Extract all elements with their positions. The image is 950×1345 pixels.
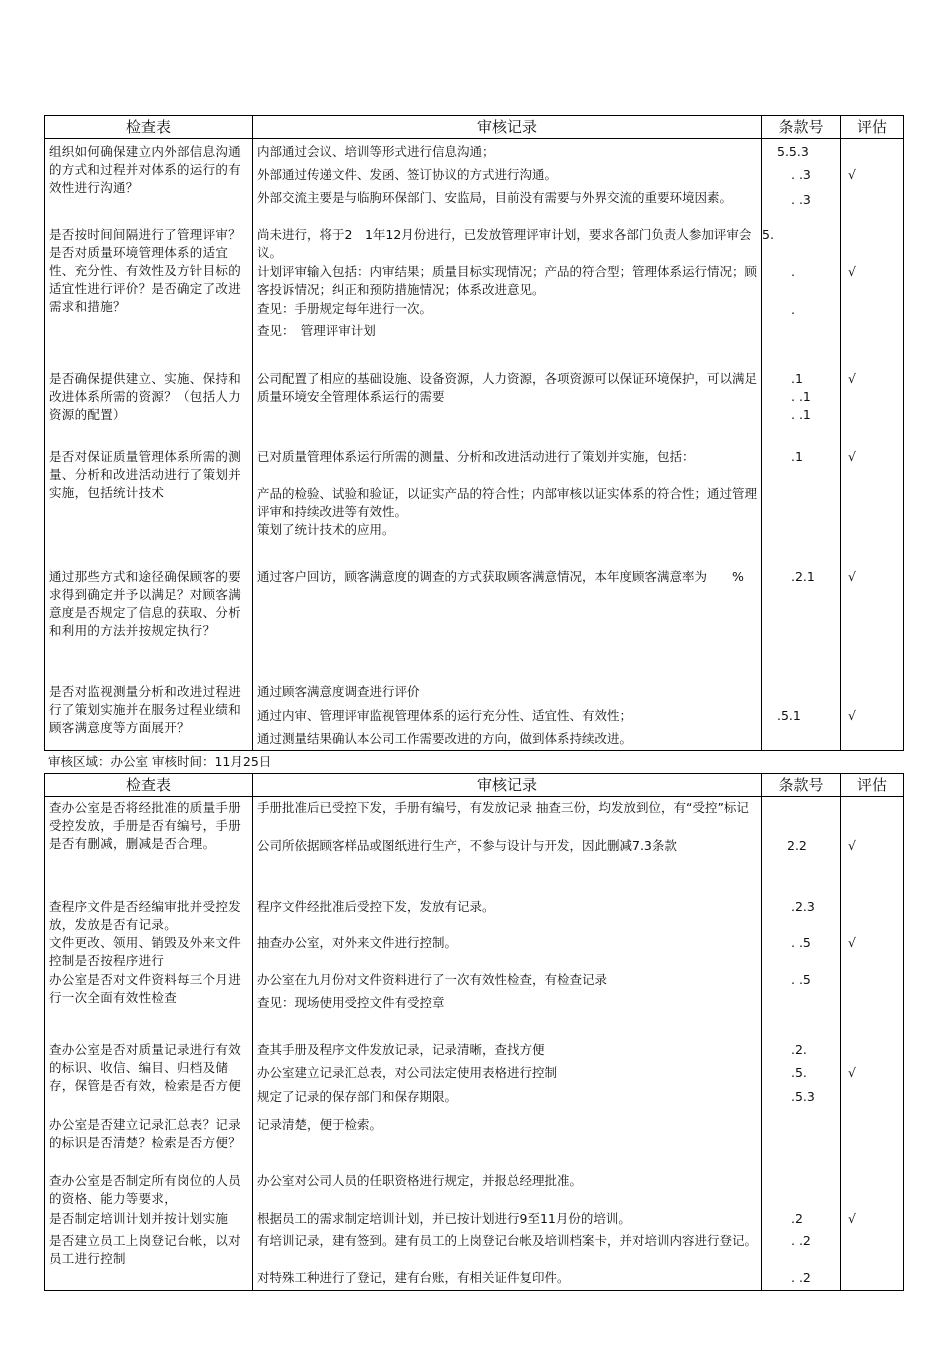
checklist-question: 查办公室是否将经批准的质量手册受控发放，手册是否有编号，手册是否有删减，删减是否合理。: [49, 800, 242, 851]
evaluation-mark: √: [848, 449, 856, 464]
header-checklist: 检查表: [125, 776, 171, 794]
clause-number: .5.3: [791, 1089, 815, 1104]
audit-record: 有培训记录，建有签到。建有员工的上岗登记台帐及培训档案卡，并对培训内容进行登记。: [257, 1233, 758, 1248]
clause-number: 5.5.3: [777, 144, 809, 159]
audit-record: 查见：现场使用受控文件有受控章: [257, 995, 445, 1010]
checklist-question: 是否对保证质量管理体系所需的测量、分析和改进活动进行了策划并实施，包括统计技术: [49, 449, 242, 500]
audit-record: 规定了记录的保存部门和保存期限。: [257, 1089, 458, 1104]
audit-record: 外部通过传递文件、发函、签订协议的方式进行沟通。: [257, 167, 558, 182]
audit-record: 记录清楚，便于检索。: [257, 1117, 383, 1132]
clause-number: .2.: [791, 1042, 807, 1057]
checklist-question: 组织如何确保建立内外部信息沟通的方式和过程并对体系的运行的有效性进行沟通？: [49, 144, 242, 195]
clause-number: .: [791, 302, 795, 317]
audit-record: 尚未进行，将于2 1年12月份进行，已发放管理评审计划，要求各部门负责人参加评审会议。: [257, 227, 752, 260]
audit-table-1: [44, 115, 904, 751]
checklist-question: 查办公室是否对质量记录进行有效的标识、收信、编目、归档及储存，保管是否有效，检索是否方便: [49, 1042, 242, 1093]
audit-record: 计划评审输入包括：内审结果；质量目标实现情况；产品的符合型；管理体系运行情况；顾客投诉情况；纠正和预防措施情况；体系改进意见。: [257, 264, 758, 297]
clause-number: .: [791, 264, 795, 279]
checklist-question: 是否确保提供建立、实施、保持和改进体系所需的资源？（包括人力资源的配置）: [49, 371, 242, 422]
clause-number: . .2: [791, 1270, 811, 1285]
checklist-question: 是否对监视测量分析和改进过程进行了策划实施并在服务过程业绩和顾客满意度等方面展开？: [49, 684, 242, 735]
audit-record: 通过顾客满意度调查进行评价: [257, 684, 420, 699]
clause-number: . .3: [791, 167, 811, 182]
column-divider: [252, 116, 253, 750]
clause-number: .2.3: [791, 899, 815, 914]
header-divider: [45, 796, 903, 797]
evaluation-mark: √: [848, 371, 856, 386]
column-divider: [761, 116, 762, 750]
checklist-question: 查办公室是否制定所有岗位的人员的资格、能力等要求，: [49, 1173, 242, 1206]
evaluation-mark: √: [848, 1211, 856, 1226]
audit-record: 办公室在九月份对文件资料进行了一次有效性检查，有检查记录: [257, 972, 608, 987]
audit-record: 查见： 管理评审计划: [257, 323, 376, 338]
audit-record: 查见：手册规定每年进行一次。: [257, 301, 433, 316]
audit-area-line: 审核区域：办公室 审核时间：11月25日: [48, 754, 272, 769]
clause-number: . .5: [791, 972, 811, 987]
checklist-question: 是否建立员工上岗登记台帐，以对员工进行控制: [49, 1233, 242, 1266]
clause-number: . .1: [791, 389, 811, 404]
checklist-question: 通过那些方式和途径确保顾客的要求得到确定并予以满足？对顾客满意度是否规定了信息的获取、分析和利用的方法并按规定执行？: [49, 569, 242, 638]
evaluation-mark: √: [848, 1065, 856, 1080]
checklist-question: 是否制定培训计划并按计划实施: [49, 1211, 229, 1226]
audit-record: 通过客户回访，顾客满意度的调查的方式获取顾客满意情况，本年度顾客满意率为 %: [257, 569, 744, 584]
checklist-question: 是否按时间间隔进行了管理评审？是否对质量环境管理体系的适宜性、充分性、有效性及方针目标的适宜性进行评价？是否确定了改进需求和措施？: [49, 227, 242, 314]
clause-number: . .2: [791, 1233, 811, 1248]
audit-record: 办公室对公司人员的任职资格进行规定，并报总经理批准。: [257, 1173, 583, 1188]
header-audit-record: 审核记录: [476, 776, 537, 794]
evaluation-mark: √: [848, 264, 856, 279]
header-clause: 条款号: [778, 118, 824, 136]
checklist-question: 办公室是否对文件资料每三个月进行一次全面有效性检查: [49, 972, 242, 1005]
clause-number: .5.: [791, 1065, 807, 1080]
evaluation-mark: √: [848, 935, 856, 950]
checklist-question: 文件更改、领用、销毁及外来文件控制是否按程序进行: [49, 935, 242, 968]
clause-number: 2.2: [787, 838, 807, 853]
audit-record: 通过测量结果确认本公司工作需要改进的方向，做到体系持续改进。: [257, 731, 633, 746]
evaluation-mark: √: [848, 838, 856, 853]
audit-record: 手册批准后已受控下发，手册有编号，有发放记录 抽查三份，均发放到位，有“受控”标记: [257, 800, 749, 815]
evaluation-mark: √: [848, 708, 856, 723]
clause-number: .1: [791, 371, 803, 386]
clause-number: .2: [791, 1211, 803, 1226]
audit-table-2: [44, 773, 904, 1291]
audit-record: 抽查办公室，对外来文件进行控制。: [257, 935, 458, 950]
header-evaluation: 评估: [856, 776, 887, 794]
audit-record: 策划了统计技术的应用。: [257, 522, 395, 537]
audit-record: 产品的检验、试验和验证，以证实产品的符合性；内部审核以证实体系的符合性；通过管理评审和持续改进等有效性。: [257, 486, 758, 519]
clause-number: . .5: [791, 935, 811, 950]
clause-number: .1: [791, 449, 803, 464]
audit-record: 查其手册及程序文件发放记录，记录清晰，查找方便: [257, 1042, 545, 1057]
audit-record: 根据员工的需求制定培训计划，并已按计划进行9至11月份的培训。: [257, 1211, 631, 1226]
audit-record: 对特殊工种进行了登记，建有台账，有相关证件复印件。: [257, 1270, 570, 1285]
header-checklist: 检查表: [125, 118, 171, 136]
clause-number: . .1: [791, 407, 811, 422]
clause-number: .5.1: [777, 708, 801, 723]
header-evaluation: 评估: [856, 118, 887, 136]
audit-record: 通过内审、管理评审监视管理体系的运行充分性、适宜性、有效性；: [257, 708, 633, 723]
audit-record: 公司配置了相应的基础设施、设备资源，人力资源，各项资源可以保证环境保护，可以满足质量环境安全管理体系运行的需要: [257, 371, 758, 404]
audit-record: 公司所依据顾客样品或图纸进行生产，不参与设计与开发，因此删减7.3条款: [257, 838, 677, 853]
clause-number: .2.1: [791, 569, 815, 584]
audit-record: 程序文件经批准后受控下发，发放有记录。: [257, 899, 495, 914]
evaluation-mark: √: [848, 569, 856, 584]
audit-record: 已对质量管理体系运行所需的测量、分析和改进活动进行了策划并实施，包括：: [257, 449, 695, 464]
audit-record: 内部通过会议、培训等形式进行信息沟通；: [257, 144, 495, 159]
header-divider: [45, 138, 903, 139]
header-audit-record: 审核记录: [476, 118, 537, 136]
audit-record: 外部交流主要是与临朐环保部门、安监局，目前没有需要与外界交流的重要环境因素。: [257, 190, 733, 205]
evaluation-mark: √: [848, 167, 856, 182]
clause-number: 5.: [762, 227, 774, 242]
audit-record: 办公室建立记录汇总表，对公司法定使用表格进行控制: [257, 1065, 558, 1080]
checklist-question: 办公室是否建立记录汇总表？记录的标识是否清楚？检索是否方便？: [49, 1117, 242, 1150]
checklist-question: 查程序文件是否经编审批并受控发放，发放是否有记录。: [49, 899, 242, 932]
header-clause: 条款号: [778, 776, 824, 794]
clause-number: . .3: [791, 192, 811, 207]
column-divider: [840, 116, 841, 750]
